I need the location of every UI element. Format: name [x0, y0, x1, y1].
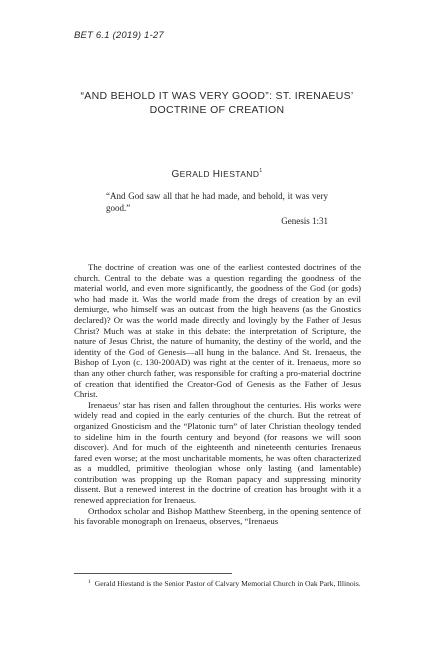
article-title-line-2: DOCTRINE OF CREATION [149, 104, 285, 116]
footnote [74, 577, 361, 589]
epigraph-citation: Genesis 1:31 [281, 216, 328, 226]
author-last-rest: IESTAND [220, 169, 260, 179]
author-name [74, 168, 360, 180]
author-last-initial: H [212, 169, 221, 180]
author-first-initial: G [171, 169, 180, 180]
article-title-line-1: “AND BEHOLD IT WAS VERY GOOD”: ST. IRENAEUS’ [80, 90, 354, 102]
author-first-rest: ERALD [179, 169, 210, 179]
footnote-divider [74, 573, 232, 574]
body-paragraph: The doctrine of creation was one of the earliest contested doctrines of the church. Central to the debate was a question regarding the goodness of the material world, and even more significantly, the goodness of the God (or gods) who had made it. Was the world made from the dregs of creation by an evil demiurge, who himself was an outcast from the high heavens (as the Gnostics declared)? Or was the world made directly and lovingly by the Father of Jesus Christ? Much was at stake in this debate: the interpretation of Scripture, the nature of Jesus Christ, the nature of humanity, the destiny of the world, and the identity of the God of Genesis—all hung in the balance. And St. Irenaeus, the Bishop of Lyon (c. 130-200AD) was right at the center of it. Irenaeus, more so than any other church father, was responsible for crafting a pro-material doctrine of creation that identified the Creator-God of Genesis as the Father of Jesus Christ. [74, 262, 361, 400]
running-head: BET 6.1 (2019) 1-27 [74, 30, 164, 41]
footnote-mark: 1 [88, 579, 91, 585]
body-text [74, 262, 361, 527]
footnote-text: Gerald Hiestand is the Senior Pastor of Calvary Memorial Church in Oak Park, Illinois. [94, 579, 361, 588]
article-title [74, 89, 360, 117]
author-footnote-mark[interactable]: 1 [259, 168, 263, 174]
epigraph-quote: “And God saw all that he had made, and behold, it was very good.” [106, 191, 328, 213]
body-paragraph: Irenaeus’ star has risen and fallen throughout the centuries. His works were widely read and copied in the early centuries of the church. But the retreat of organized Gnosticism and the “Platonic turn” of later Christian theology tended to sideline him in the fourth century and beyond (for reasons we will soon discover). And for much of the eighteenth and nineteenth centuries Irenaeus fared even worse; at the most uncharitable moments, he was often characterized as a muddled, primitive theologian whose only lasting (and lamentable) contribution was propping up the Roman papacy and suppressing minority dissent. But a renewed interest in the doctrine of creation has brought with it a renewed appreciation for Irenaeus. [74, 399, 361, 506]
body-paragraph: Orthodox scholar and Bishop Matthew Steenberg, in the opening sentence of his favorable monograph on Irenaeus, observes, “Irenaeus [74, 505, 361, 527]
